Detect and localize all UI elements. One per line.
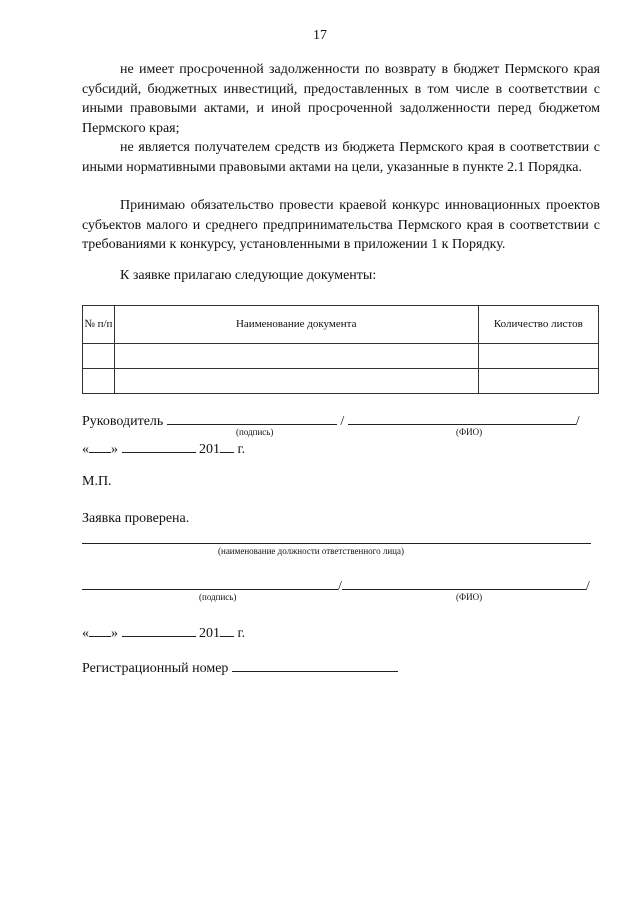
checker-signature-row [82,575,590,595]
quote-close: » [111,442,118,457]
table-cell[interactable] [478,344,598,369]
date-row-1 [82,438,245,458]
head-signature-row [82,410,580,430]
documents-intro: К заявке прилагаю следующие документы: [120,268,377,283]
year-suffix: г. [237,626,246,641]
paragraph-obligation [82,196,600,255]
paragraph-debt-text: не имеет просроченной задолженности по возврату в бюджет Пермского края субсидий, бюджетных инвестиций, предоставленных в том числе в соответствии с иными правовыми актами, и иной просроченной задолженности перед бюджетом Пермского края; [82,62,600,136]
table-header-sheet-count: Количество листов [478,306,598,344]
paragraph-recipient-text: не является получателем средств из бюджета Пермского края в соответствии с иными нормативными правовыми актами на цели, указанные в пункте 2.1 Порядка. [82,140,600,175]
table-cell[interactable] [83,369,115,394]
position-caption: (наименование должности ответственного лица) [218,546,404,556]
year-field[interactable] [220,438,234,453]
documents-table [82,305,599,394]
position-line[interactable] [82,543,591,544]
year-prefix: 201 [199,626,220,641]
registration-label: Регистрационный номер [82,661,229,676]
checker-signature-line[interactable] [82,575,338,590]
registration-row [82,657,398,677]
head-fio-line[interactable] [348,410,576,425]
year-prefix: 201 [199,442,220,457]
table-cell[interactable] [478,369,598,394]
day-field[interactable] [89,438,111,453]
table-header-row [83,306,599,344]
quote-close: » [111,626,118,641]
head-signature-caption: (подпись) [236,427,274,437]
registration-number-field[interactable] [232,657,398,672]
slash: / [340,414,345,429]
month-field[interactable] [122,622,196,637]
month-field[interactable] [122,438,196,453]
head-label: Руководитель [82,414,164,429]
checker-signature-caption: (подпись) [199,592,237,602]
paragraph-debt [82,60,600,138]
checker-fio-line[interactable] [342,575,586,590]
paragraph-obligation-text: Принимаю обязательство провести краевой конкурс инновационных проектов субъектов малого и среднего предпринимательства Пермского края в соответствии с требованиями к конкурсу, установленными в приложении 1 к Порядку. [82,198,600,252]
year-suffix: г. [237,442,246,457]
year-field[interactable] [220,622,234,637]
quote-open: « [82,626,89,641]
page-number: 17 [313,28,327,43]
slash: / [585,579,590,594]
table-row [83,344,599,369]
day-field[interactable] [89,622,111,637]
seal-label: М.П. [82,474,112,489]
table-cell[interactable] [114,369,478,394]
head-fio-caption: (ФИО) [456,427,483,437]
checker-fio-caption: (ФИО) [456,592,483,602]
date-row-2 [82,622,245,642]
paragraph-recipient [82,138,600,177]
slash: / [575,414,580,429]
quote-open: « [82,442,89,457]
slash: / [338,579,342,594]
table-header-document-name: Наименование документа [114,306,478,344]
checked-label: Заявка проверена. [82,511,190,526]
table-cell[interactable] [83,344,115,369]
head-signature-line[interactable] [167,410,337,425]
table-cell[interactable] [114,344,478,369]
table-header-number: № п/п [83,306,115,344]
table-row [83,369,599,394]
